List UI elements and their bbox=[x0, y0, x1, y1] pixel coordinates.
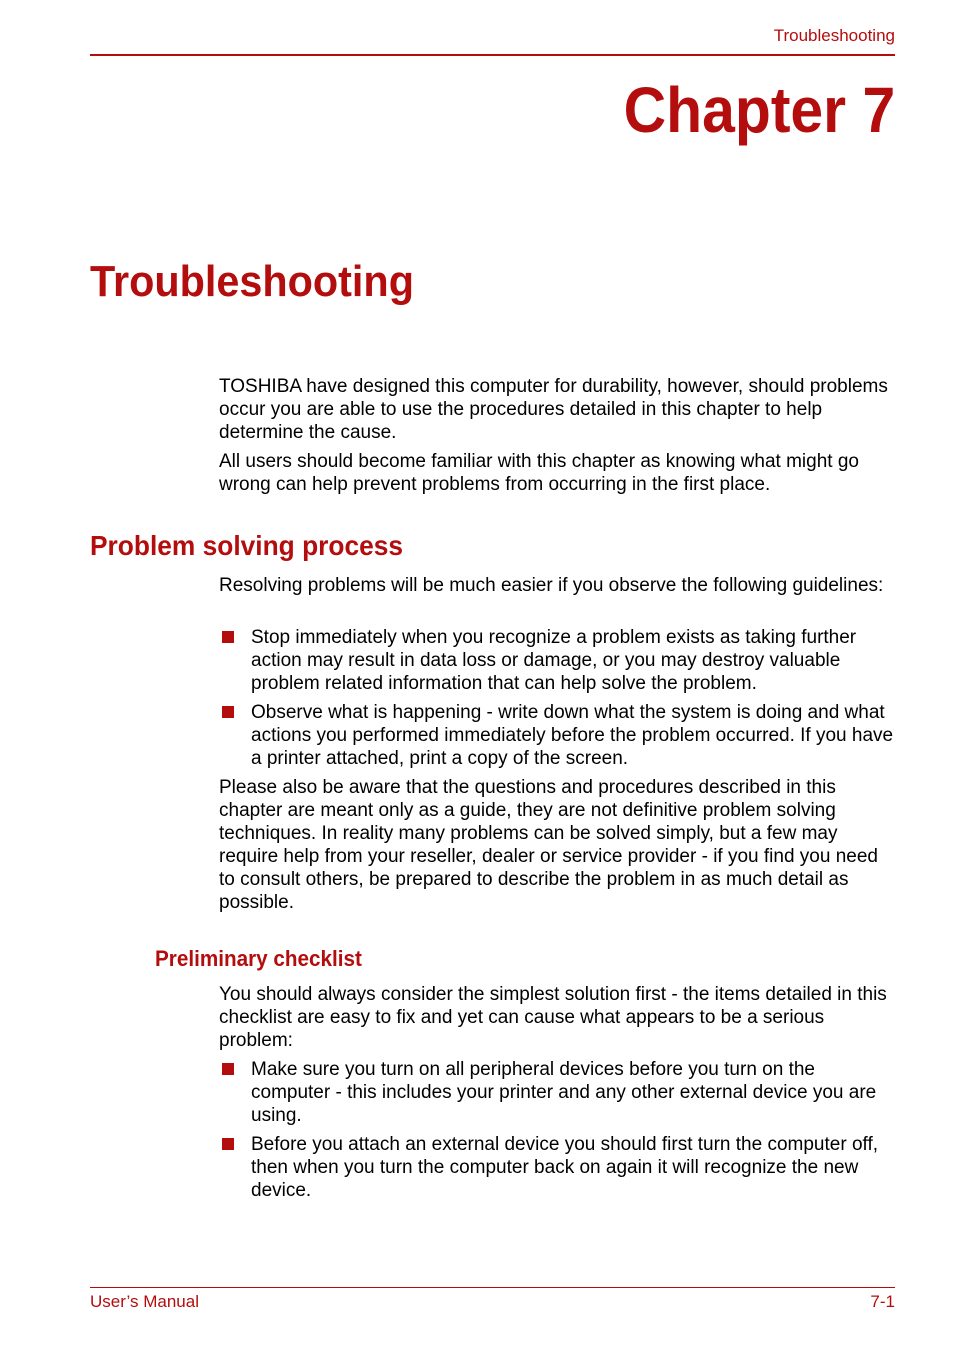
footer-manual-title: User’s Manual bbox=[90, 1292, 199, 1311]
problem-solving-intro: Resolving problems will be much easier if you observe the following guidelines: bbox=[219, 575, 884, 596]
footer-rule bbox=[90, 1287, 895, 1288]
square-bullet-icon bbox=[222, 706, 234, 718]
page-title: Troubleshooting bbox=[90, 257, 414, 306]
checklist-intro: You should always consider the simplest solution first - the items detailed in this checklist are easy to fix and yet can cause what appears to be a serious problem: bbox=[219, 984, 887, 1051]
header-rule bbox=[90, 54, 895, 56]
running-header: Troubleshooting bbox=[773, 26, 895, 45]
square-bullet-icon bbox=[222, 1063, 234, 1075]
chapter-label: Chapter 7 bbox=[623, 74, 895, 146]
square-bullet-icon bbox=[222, 1138, 234, 1150]
square-bullet-icon bbox=[222, 631, 234, 643]
problem-solving-closing: Please also be aware that the questions and procedures described in this chapter are meant only as a guide, they are not definitive problem solving techniques. In reality many problems can be solved simply, but a few may require help from your reseller, dealer or service provider - if you find you need to consult others, be prepared to describe the problem in as much detail as possible. bbox=[219, 777, 878, 913]
list-item-text: Stop immediately when you recognize a problem exists as taking further action may result in data loss or damage, or you may destroy valuable problem related information that can help solve the problem. bbox=[251, 627, 857, 694]
subsection-heading-checklist: Preliminary checklist bbox=[155, 946, 362, 971]
section-heading-problem-solving: Problem solving process bbox=[90, 530, 404, 561]
list-item-text: Observe what is happening - write down what the system is doing and what actions you performed immediately before the problem occurred. If you have a printer attached, print a copy of the screen. bbox=[251, 702, 894, 769]
intro-paragraph-1: TOSHIBA have designed this computer for durability, however, should problems occur you are able to use the procedures detailed in this chapter to help determine the cause. bbox=[219, 376, 888, 443]
list-item-text: Make sure you turn on all peripheral devices before you turn on the computer - this includes your printer and any other external device you are using. bbox=[251, 1059, 877, 1126]
list-item-text: Before you attach an external device you should first turn the computer off, then when you turn the computer back on again it will recognize the new device. bbox=[251, 1134, 879, 1201]
page-number: 7-1 bbox=[870, 1292, 895, 1311]
intro-paragraph-2: All users should become familiar with this chapter as knowing what might go wrong can help prevent problems from occurring in the first place. bbox=[219, 451, 859, 495]
